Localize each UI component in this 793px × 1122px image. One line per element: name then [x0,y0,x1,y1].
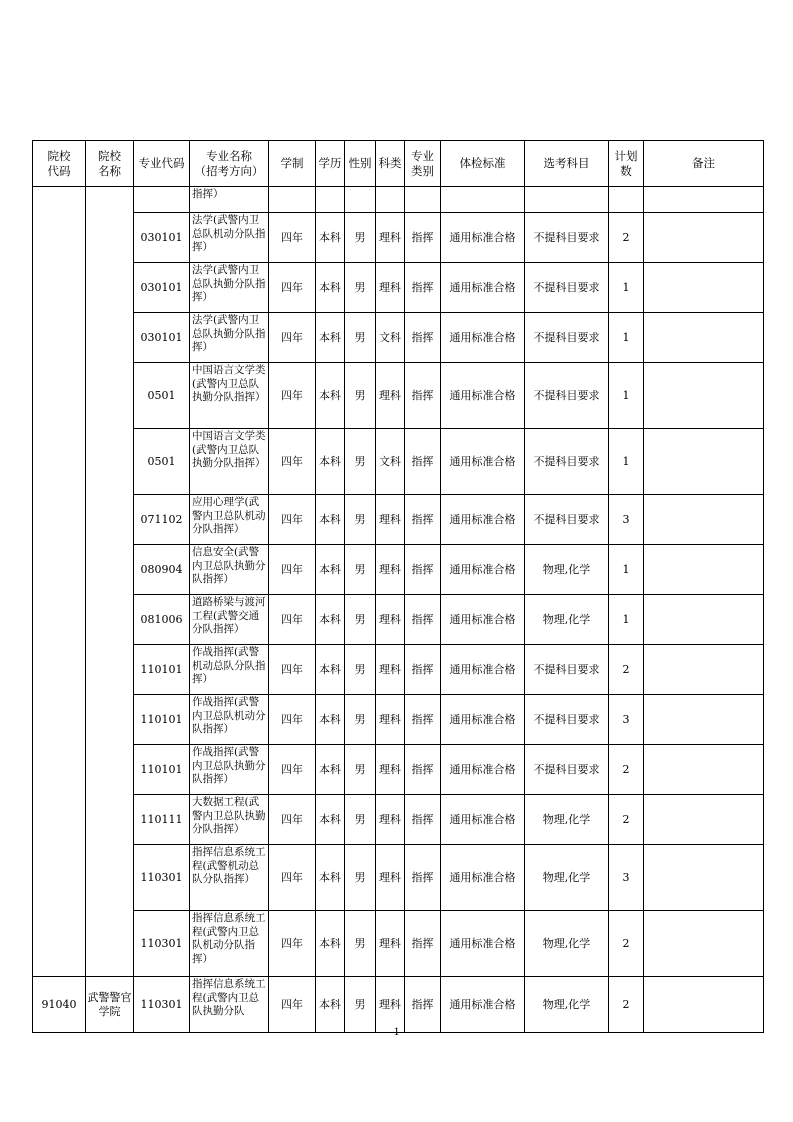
major-name-cell: 指挥） [190,187,269,213]
major-category-cell: 指挥 [405,911,441,977]
major-code-cell: 0501 [134,429,190,495]
gender-cell: 男 [345,645,376,695]
major-code-cell: 081006 [134,595,190,645]
major-code-cell: 030101 [134,263,190,313]
elective-subjects-cell: 物理,化学 [525,595,609,645]
elective-subjects-cell: 不提科目要求 [525,363,609,429]
degree-cell: 本科 [316,695,345,745]
gender-cell: 男 [345,845,376,911]
header-major-name: 专业名称 （招考方向） [190,141,269,187]
subject-type-cell: 理科 [376,645,405,695]
remark-cell [644,745,764,795]
header-school-code: 院校 代码 [33,141,86,187]
health-standard-cell: 通用标准合格 [441,495,525,545]
remark-cell [644,213,764,263]
major-code-cell: 071102 [134,495,190,545]
elective-subjects-cell: 不提科目要求 [525,645,609,695]
page-number: 1 [393,1024,400,1038]
major-code-cell: 030101 [134,213,190,263]
plan-count-cell: 1 [609,313,644,363]
degree-cell: 本科 [316,845,345,911]
health-standard-cell: 通用标准合格 [441,911,525,977]
gender-cell: 男 [345,977,376,1033]
major-name-cell: 信息安全(武警内卫总队执勤分队指挥） [190,545,269,595]
remark-cell [644,595,764,645]
elective-subjects-cell: 不提科目要求 [525,313,609,363]
health-standard-cell: 通用标准合格 [441,313,525,363]
table-body [33,187,764,1033]
major-name-cell: 法学(武警内卫总队执勤分队指挥） [190,313,269,363]
health-standard-cell: 通用标准合格 [441,363,525,429]
remark-cell [644,911,764,977]
remark-cell [644,495,764,545]
major-code-cell: 110101 [134,745,190,795]
major-name-cell: 中国语言文学类(武警内卫总队执勤分队指挥） [190,429,269,495]
gender-cell: 男 [345,429,376,495]
header-school-name: 院校 名称 [86,141,134,187]
duration-cell: 四年 [269,845,316,911]
table-row [33,187,764,213]
school-code-cell: 91040 [33,977,86,1033]
gender-cell: 男 [345,695,376,745]
table-row [33,695,764,745]
major-category-cell: 指挥 [405,495,441,545]
subject-type-cell: 理科 [376,977,405,1033]
plan-count-cell: 2 [609,645,644,695]
table-row [33,645,764,695]
degree-cell: 本科 [316,545,345,595]
header-gender: 性别 [345,141,376,187]
elective-subjects-cell: 物理,化学 [525,795,609,845]
major-code-cell: 110101 [134,695,190,745]
major-name-cell: 作战指挥(武警机动总队分队指挥） [190,645,269,695]
table-row [33,363,764,429]
major-name-cell: 法学(武警内卫总队执勤分队指挥） [190,263,269,313]
degree-cell: 本科 [316,213,345,263]
remark-cell [644,645,764,695]
table-header-row [33,141,764,187]
major-code-cell: 110301 [134,977,190,1033]
remark-cell [644,313,764,363]
cell [345,187,376,213]
gender-cell: 男 [345,795,376,845]
major-name-cell: 指挥信息系统工程(武警内卫总队机动分队指挥） [190,911,269,977]
major-code-cell: 080904 [134,545,190,595]
school-name-cell-empty [86,187,134,977]
major-code-cell: 110301 [134,911,190,977]
degree-cell: 本科 [316,595,345,645]
health-standard-cell: 通用标准合格 [441,645,525,695]
cell [316,187,345,213]
header-elective-subjects: 选考科目 [525,141,609,187]
major-name-cell: 道路桥梁与渡河工程(武警交通分队指挥） [190,595,269,645]
major-category-cell: 指挥 [405,363,441,429]
gender-cell: 男 [345,213,376,263]
gender-cell: 男 [345,495,376,545]
duration-cell: 四年 [269,977,316,1033]
degree-cell: 本科 [316,795,345,845]
plan-count-cell: 1 [609,595,644,645]
table-row [33,263,764,313]
subject-type-cell: 理科 [376,495,405,545]
remark-cell [644,695,764,745]
degree-cell: 本科 [316,745,345,795]
health-standard-cell: 通用标准合格 [441,263,525,313]
subject-type-cell: 理科 [376,695,405,745]
elective-subjects-cell: 不提科目要求 [525,495,609,545]
plan-count-cell: 1 [609,545,644,595]
duration-cell: 四年 [269,363,316,429]
duration-cell: 四年 [269,429,316,495]
header-major-category: 专业 类别 [405,141,441,187]
major-name-cell: 大数据工程(武警内卫总队执勤分队指挥） [190,795,269,845]
plan-count-cell: 1 [609,429,644,495]
header-plan-count: 计划 数 [609,141,644,187]
major-name-cell: 作战指挥(武警内卫总队机动分队指挥） [190,695,269,745]
duration-cell: 四年 [269,911,316,977]
cell [376,187,405,213]
degree-cell: 本科 [316,363,345,429]
plan-count-cell: 3 [609,495,644,545]
health-standard-cell: 通用标准合格 [441,745,525,795]
cell [525,187,609,213]
major-name-cell: 指挥信息系统工程(武警机动总队分队指挥） [190,845,269,911]
plan-count-cell: 3 [609,845,644,911]
cell [644,187,764,213]
duration-cell: 四年 [269,313,316,363]
elective-subjects-cell: 不提科目要求 [525,695,609,745]
table-row [33,745,764,795]
degree-cell: 本科 [316,263,345,313]
cell [405,187,441,213]
health-standard-cell: 通用标准合格 [441,845,525,911]
major-name-cell: 作战指挥(武警内卫总队执勤分队指挥） [190,745,269,795]
elective-subjects-cell: 不提科目要求 [525,213,609,263]
health-standard-cell: 通用标准合格 [441,695,525,745]
degree-cell: 本科 [316,495,345,545]
remark-cell [644,363,764,429]
duration-cell: 四年 [269,545,316,595]
plan-count-cell: 1 [609,263,644,313]
major-name-cell: 法学(武警内卫总队机动分队指挥） [190,213,269,263]
major-code-cell: 110111 [134,795,190,845]
degree-cell: 本科 [316,429,345,495]
degree-cell: 本科 [316,911,345,977]
duration-cell: 四年 [269,695,316,745]
plan-count-cell: 2 [609,213,644,263]
elective-subjects-cell: 物理,化学 [525,845,609,911]
subject-type-cell: 理科 [376,911,405,977]
major-category-cell: 指挥 [405,695,441,745]
elective-subjects-cell: 不提科目要求 [525,429,609,495]
duration-cell: 四年 [269,595,316,645]
major-category-cell: 指挥 [405,977,441,1033]
header-major-code: 专业代码 [134,141,190,187]
gender-cell: 男 [345,263,376,313]
subject-type-cell: 文科 [376,429,405,495]
health-standard-cell: 通用标准合格 [441,213,525,263]
cell [269,187,316,213]
health-standard-cell: 通用标准合格 [441,795,525,845]
major-name-cell: 应用心理学(武警内卫总队机动分队指挥） [190,495,269,545]
gender-cell: 男 [345,545,376,595]
subject-type-cell: 理科 [376,595,405,645]
remark-cell [644,845,764,911]
degree-cell: 本科 [316,645,345,695]
header-remarks: 备注 [644,141,764,187]
degree-cell: 本科 [316,313,345,363]
major-code-cell: 0501 [134,363,190,429]
major-category-cell: 指挥 [405,545,441,595]
subject-type-cell: 理科 [376,363,405,429]
major-category-cell: 指挥 [405,429,441,495]
major-category-cell: 指挥 [405,213,441,263]
table-row [33,795,764,845]
elective-subjects-cell: 物理,化学 [525,911,609,977]
elective-subjects-cell: 物理,化学 [525,977,609,1033]
remark-cell [644,263,764,313]
table-row [33,911,764,977]
major-category-cell: 指挥 [405,313,441,363]
major-code-cell: 110301 [134,845,190,911]
gender-cell: 男 [345,595,376,645]
major-name-cell: 指挥信息系统工程(武警内卫总队执勤分队 [190,977,269,1033]
cell [609,187,644,213]
plan-count-cell: 2 [609,977,644,1033]
subject-type-cell: 理科 [376,745,405,795]
major-category-cell: 指挥 [405,595,441,645]
table-row [33,845,764,911]
gender-cell: 男 [345,313,376,363]
plan-count-cell: 2 [609,795,644,845]
major-name-cell: 中国语言文学类(武警内卫总队执勤分队指挥） [190,363,269,429]
major-code-cell [134,187,190,213]
plan-count-cell: 1 [609,363,644,429]
table-row [33,545,764,595]
health-standard-cell: 通用标准合格 [441,545,525,595]
elective-subjects-cell: 不提科目要求 [525,745,609,795]
elective-subjects-cell: 不提科目要求 [525,263,609,313]
major-category-cell: 指挥 [405,645,441,695]
header-health-standard: 体检标准 [441,141,525,187]
health-standard-cell: 通用标准合格 [441,977,525,1033]
subject-type-cell: 文科 [376,313,405,363]
subject-type-cell: 理科 [376,213,405,263]
remark-cell [644,429,764,495]
health-standard-cell: 通用标准合格 [441,429,525,495]
duration-cell: 四年 [269,745,316,795]
major-category-cell: 指挥 [405,263,441,313]
subject-type-cell: 理科 [376,845,405,911]
duration-cell: 四年 [269,795,316,845]
subject-type-cell: 理科 [376,263,405,313]
duration-cell: 四年 [269,645,316,695]
table-row [33,429,764,495]
school-name-cell: 武警警官学院 [86,977,134,1033]
subject-type-cell: 理科 [376,795,405,845]
table-row [33,313,764,363]
major-category-cell: 指挥 [405,745,441,795]
cell [441,187,525,213]
duration-cell: 四年 [269,213,316,263]
school-code-cell-empty [33,187,86,977]
gender-cell: 男 [345,911,376,977]
major-category-cell: 指挥 [405,795,441,845]
plan-count-cell: 2 [609,911,644,977]
major-code-cell: 030101 [134,313,190,363]
header-duration: 学制 [269,141,316,187]
duration-cell: 四年 [269,495,316,545]
table-row [33,213,764,263]
table-row [33,495,764,545]
remark-cell [644,545,764,595]
duration-cell: 四年 [269,263,316,313]
major-code-cell: 110101 [134,645,190,695]
major-category-cell: 指挥 [405,845,441,911]
header-subject-type: 科类 [376,141,405,187]
gender-cell: 男 [345,745,376,795]
subject-type-cell: 理科 [376,545,405,595]
health-standard-cell: 通用标准合格 [441,595,525,645]
admissions-table [32,140,764,1033]
table-row [33,595,764,645]
remark-cell [644,795,764,845]
elective-subjects-cell: 物理,化学 [525,545,609,595]
plan-count-cell: 3 [609,695,644,745]
degree-cell: 本科 [316,977,345,1033]
gender-cell: 男 [345,363,376,429]
plan-count-cell: 2 [609,745,644,795]
header-degree: 学历 [316,141,345,187]
